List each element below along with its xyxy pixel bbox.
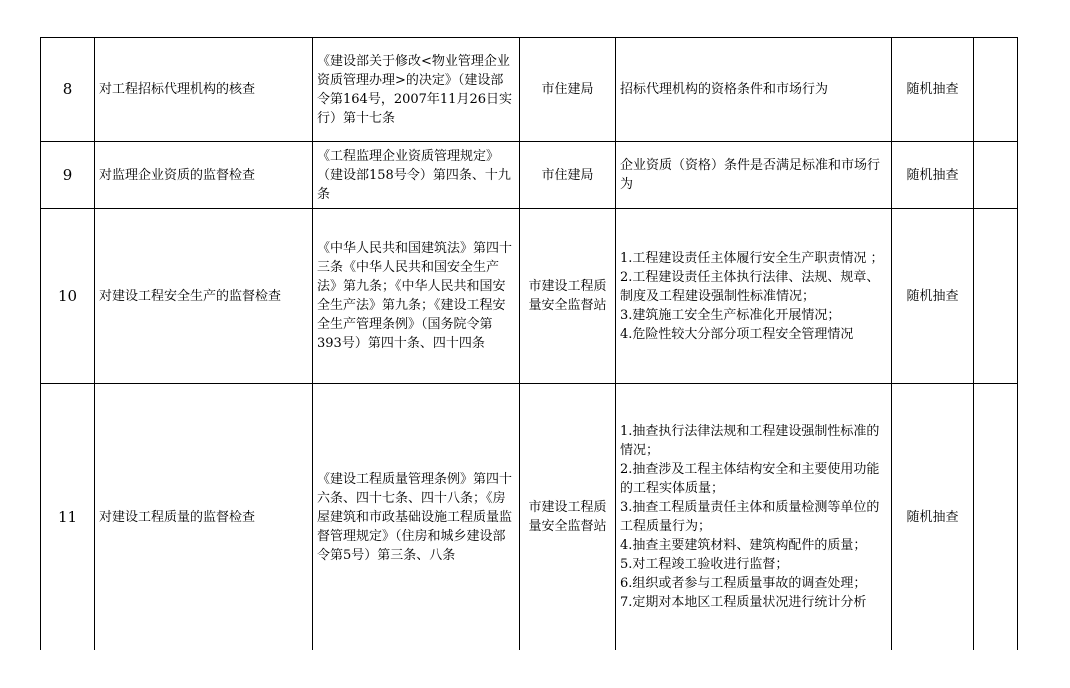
row-number: 8 — [41, 38, 95, 142]
inspection-item: 对工程招标代理机构的核查 — [95, 38, 313, 142]
row-number: 11 — [41, 384, 95, 651]
remark-cell — [974, 384, 1018, 651]
inspection-table — [40, 37, 1018, 650]
inspection-content: 1.抽查执行法律法规和工程建设强制性标准的情况； 2.抽查涉及工程主体结构安全和主要使用功能的工程实体质量； 3.抽查工程质量责任主体和质量检测等单位的工程质量行为； 4.抽查主要建筑材料、建筑构配件的质量； 5.对工程竣工验收进行监督； 6.组织或者参与工程质量事故的调查处理； 7.定期对本地区工程质量状况进行统计分析 — [616, 384, 892, 651]
inspection-item: 对建设工程质量的监督检查 — [95, 384, 313, 651]
inspection-method: 随机抽查 — [892, 38, 974, 142]
inspection-content: 1.工程建设责任主体履行安全生产职责情况 ； 2.工程建设责任主体执行法律、法规、规章、制度及工程建设强制性标准情况； 3.建筑施工安全生产标准化开展情况； 4.危险性较大分部分项工程安全管理情况 — [616, 209, 892, 384]
responsible-department: 市建设工程质量安全监督站 — [520, 209, 616, 384]
remark-cell — [974, 209, 1018, 384]
inspection-content: 招标代理机构的资格条件和市场行为 — [616, 38, 892, 142]
inspection-item: 对监理企业资质的监督检查 — [95, 142, 313, 209]
table-row — [41, 142, 1018, 209]
legal-basis: 《建设工程质量管理条例》第四十六条、四十七条、四十八条；《房屋建筑和市政基础设施工程质量监督管理规定》（住房和城乡建设部令第5号）第三条、八条 — [313, 384, 520, 651]
table-row — [41, 38, 1018, 142]
remark-cell — [974, 142, 1018, 209]
responsible-department: 市建设工程质量安全监督站 — [520, 384, 616, 651]
inspection-content: 企业资质（资格）条件是否满足标准和市场行为 — [616, 142, 892, 209]
responsible-department: 市住建局 — [520, 142, 616, 209]
legal-basis: 《建设部关于修改<物业管理企业资质管理办理>的决定》（建设部令第164号，2007年11月26日实行）第十七条 — [313, 38, 520, 142]
inspection-method: 随机抽查 — [892, 384, 974, 651]
remark-cell — [974, 38, 1018, 142]
row-number: 10 — [41, 209, 95, 384]
table-row — [41, 209, 1018, 384]
legal-basis: 《工程监理企业资质管理规定》（建设部158号令）第四条、十九条 — [313, 142, 520, 209]
inspection-method: 随机抽查 — [892, 142, 974, 209]
row-number: 9 — [41, 142, 95, 209]
legal-basis: 《中华人民共和国建筑法》第四十三条《中华人民共和国安全生产法》第九条；《中华人民共和国安全生产法》第九条；《建设工程安全生产管理条例》（国务院令第393号）第四十条、四十四条 — [313, 209, 520, 384]
responsible-department: 市住建局 — [520, 38, 616, 142]
inspection-method: 随机抽查 — [892, 209, 974, 384]
table-row — [41, 384, 1018, 651]
inspection-item: 对建设工程安全生产的监督检查 — [95, 209, 313, 384]
